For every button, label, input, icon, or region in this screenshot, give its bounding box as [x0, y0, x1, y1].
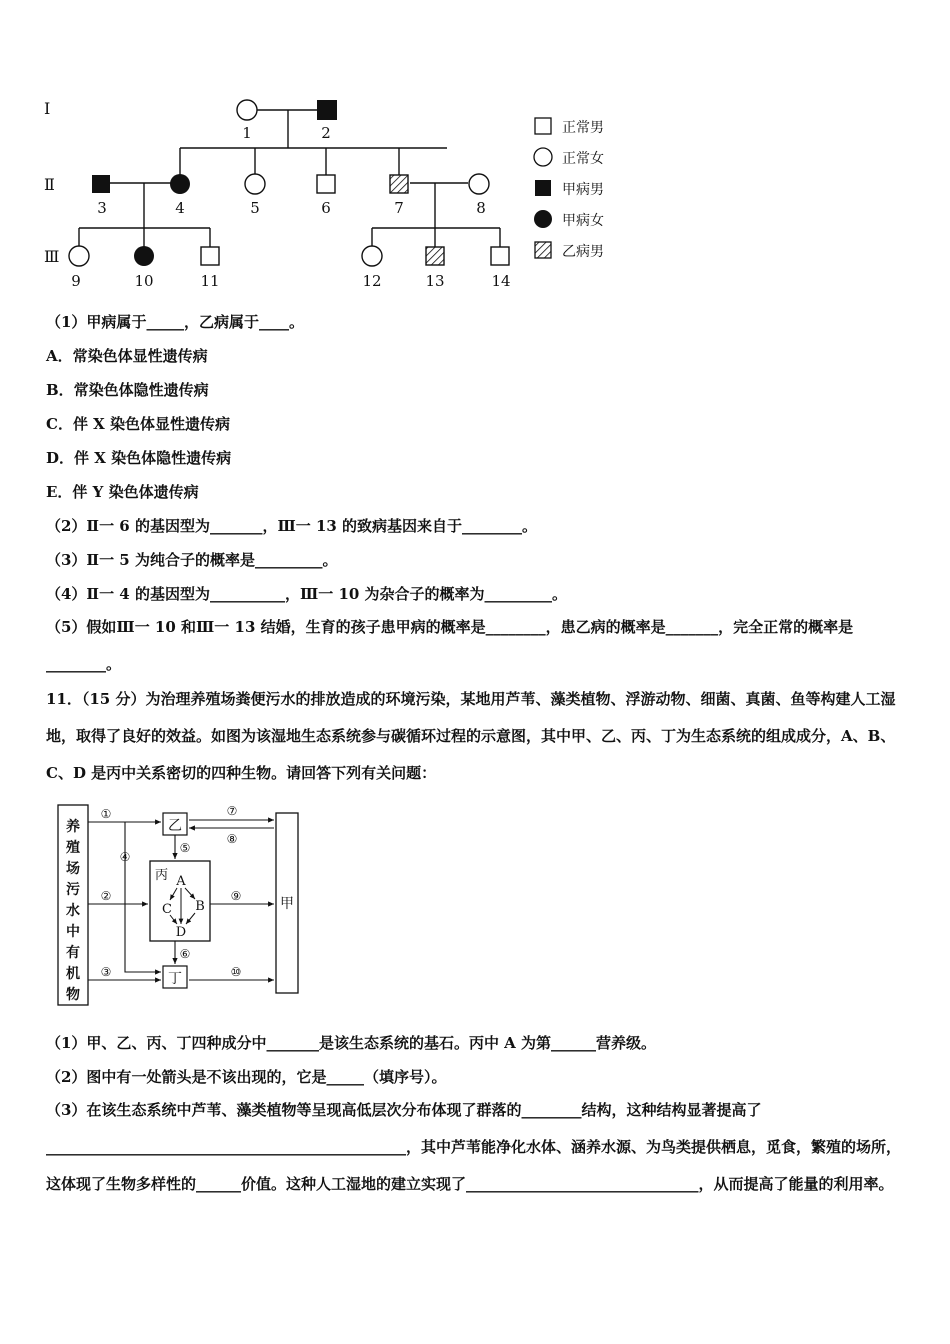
q10-part1: （1）甲病属于_____，乙病属于____。	[46, 313, 304, 331]
arrow-label-5: ⑤	[179, 841, 191, 855]
individual-14	[491, 247, 509, 265]
individual-12	[362, 246, 382, 266]
individual-number: 5	[250, 199, 260, 217]
source-char: 养	[66, 819, 80, 835]
source-char: 污	[66, 882, 80, 898]
individual-number: 7	[394, 199, 404, 217]
individual-2	[317, 100, 337, 120]
arrow-label-7: ⑦	[226, 804, 238, 818]
individual-number: 4	[175, 199, 185, 217]
source-char: 有	[66, 945, 80, 961]
arrow-label-2: ②	[100, 889, 112, 903]
arrow-label-6: ⑥	[179, 947, 191, 961]
q11-part3: （3）在该生态系统中芦苇、藻类植物等呈现高低层次分布体现了群落的________结构，这种结构显著提高了________________________________________________，其中芦苇能净化水体、涵养水源、为鸟类提供栖息，觅食，繁殖的场所，这体现了生物多样性的______价值。这种人工湿地的建立实现了_______________________________，从而提高了能量的利用率。	[46, 1101, 902, 1193]
individual-9	[69, 246, 89, 266]
individual-6	[317, 175, 335, 193]
individual-number: 14	[491, 272, 511, 290]
q10-option-e: E．伴 Y 染色体遗传病	[46, 483, 199, 501]
q10-part2: （2）Ⅱ一 6 的基因型为_______，Ⅲ一 13 的致病基因来自于________。	[46, 517, 538, 535]
source-char: 机	[66, 966, 80, 982]
source-char: 水	[66, 903, 80, 919]
q10-part5: （5）假如Ⅲ一 10 和Ⅲ一 13 结婚，生育的孩子患甲病的概率是________，患乙病的概率是_______，完全正常的概率是________。	[46, 618, 854, 673]
node-b: B	[195, 899, 205, 914]
jia-label: 甲	[280, 896, 294, 912]
source-char: 殖	[66, 840, 80, 856]
legend-label: 正常女	[562, 151, 604, 167]
arrow-label-3: ③	[100, 965, 112, 979]
generation-label: Ⅰ	[44, 99, 51, 118]
q10-option-a: A．常染色体显性遗传病	[46, 347, 208, 365]
q11-intro: 11．（15 分）为治理养殖场粪便污水的排放造成的环境污染，某地用芦苇、藻类植物、浮游动物、细菌、真菌、鱼等构建人工湿地，取得了良好的效益。如图为该湿地生态系统参与碳循环过程的示意图，其中甲、乙、丙、丁为生态系统的组成成分，A、B、C、D 是丙中关系密切的四种生物。请回答下列有关问题：	[46, 690, 896, 782]
individual-number: 13	[425, 272, 445, 290]
node-d: D	[175, 925, 187, 940]
arrow-label-4: ④	[119, 850, 131, 864]
source-char: 中	[66, 924, 80, 940]
individual-number: 12	[362, 272, 382, 290]
pedigree-legend	[534, 118, 604, 260]
individual-13	[426, 247, 444, 265]
generation-label: Ⅱ	[44, 175, 55, 194]
bing-label: 丙	[155, 868, 169, 883]
generation-label: Ⅲ	[44, 247, 60, 266]
individual-number: 9	[71, 272, 81, 290]
individual-number: 6	[321, 199, 331, 217]
individual-11	[201, 247, 219, 265]
individual-10	[134, 246, 154, 266]
individual-number: 10	[134, 272, 154, 290]
individual-number: 2	[321, 124, 331, 142]
source-char: 物	[66, 987, 80, 1003]
carbon-cycle-diagram	[50, 800, 310, 1015]
legend-label: 乙病男	[562, 244, 604, 260]
q11-part2: （2）图中有一处箭头是不该出现的，它是_____（填序号）。	[46, 1068, 447, 1086]
individual-3	[92, 175, 110, 193]
individual-1	[237, 100, 257, 120]
q10-option-b: B．常染色体隐性遗传病	[46, 381, 209, 399]
individual-number: 3	[97, 199, 107, 217]
individual-7	[390, 175, 408, 193]
q11-part1: （1）甲、乙、丙、丁四种成分中_______是该生态系统的基石。丙中 A 为第______营养级。	[46, 1034, 657, 1052]
individual-8	[469, 174, 489, 194]
legend-label: 正常男	[562, 120, 604, 136]
node-a: A	[176, 874, 186, 889]
q10-part3: （3）Ⅱ一 5 为纯合子的概率是_________。	[46, 551, 338, 569]
legend-label: 甲病女	[562, 213, 604, 229]
arrow-label-8: ⑧	[226, 832, 238, 846]
pedigree-chart	[40, 90, 640, 295]
arrow-label-9: ⑨	[230, 889, 242, 903]
individual-number: 8	[476, 199, 486, 217]
ding-label: 丁	[168, 971, 182, 987]
individual-number: 1	[242, 124, 252, 142]
legend-label: 甲病男	[562, 182, 604, 198]
q10-part4: （4）Ⅱ一 4 的基因型为__________，Ⅲ一 10 为杂合子的概率为_________。	[46, 585, 568, 603]
individual-number: 11	[200, 272, 220, 290]
individual-4	[170, 174, 190, 194]
node-c: C	[162, 902, 172, 917]
q10-option-c: C．伴 X 染色体显性遗传病	[46, 415, 231, 433]
q10-option-d: D．伴 X 染色体隐性遗传病	[46, 449, 232, 467]
arrow-label-1: ①	[100, 807, 112, 821]
yi-label: 乙	[168, 818, 182, 834]
source-char: 场	[66, 861, 80, 877]
arrow-label-10: ⑩	[230, 965, 242, 979]
individual-5	[245, 174, 265, 194]
